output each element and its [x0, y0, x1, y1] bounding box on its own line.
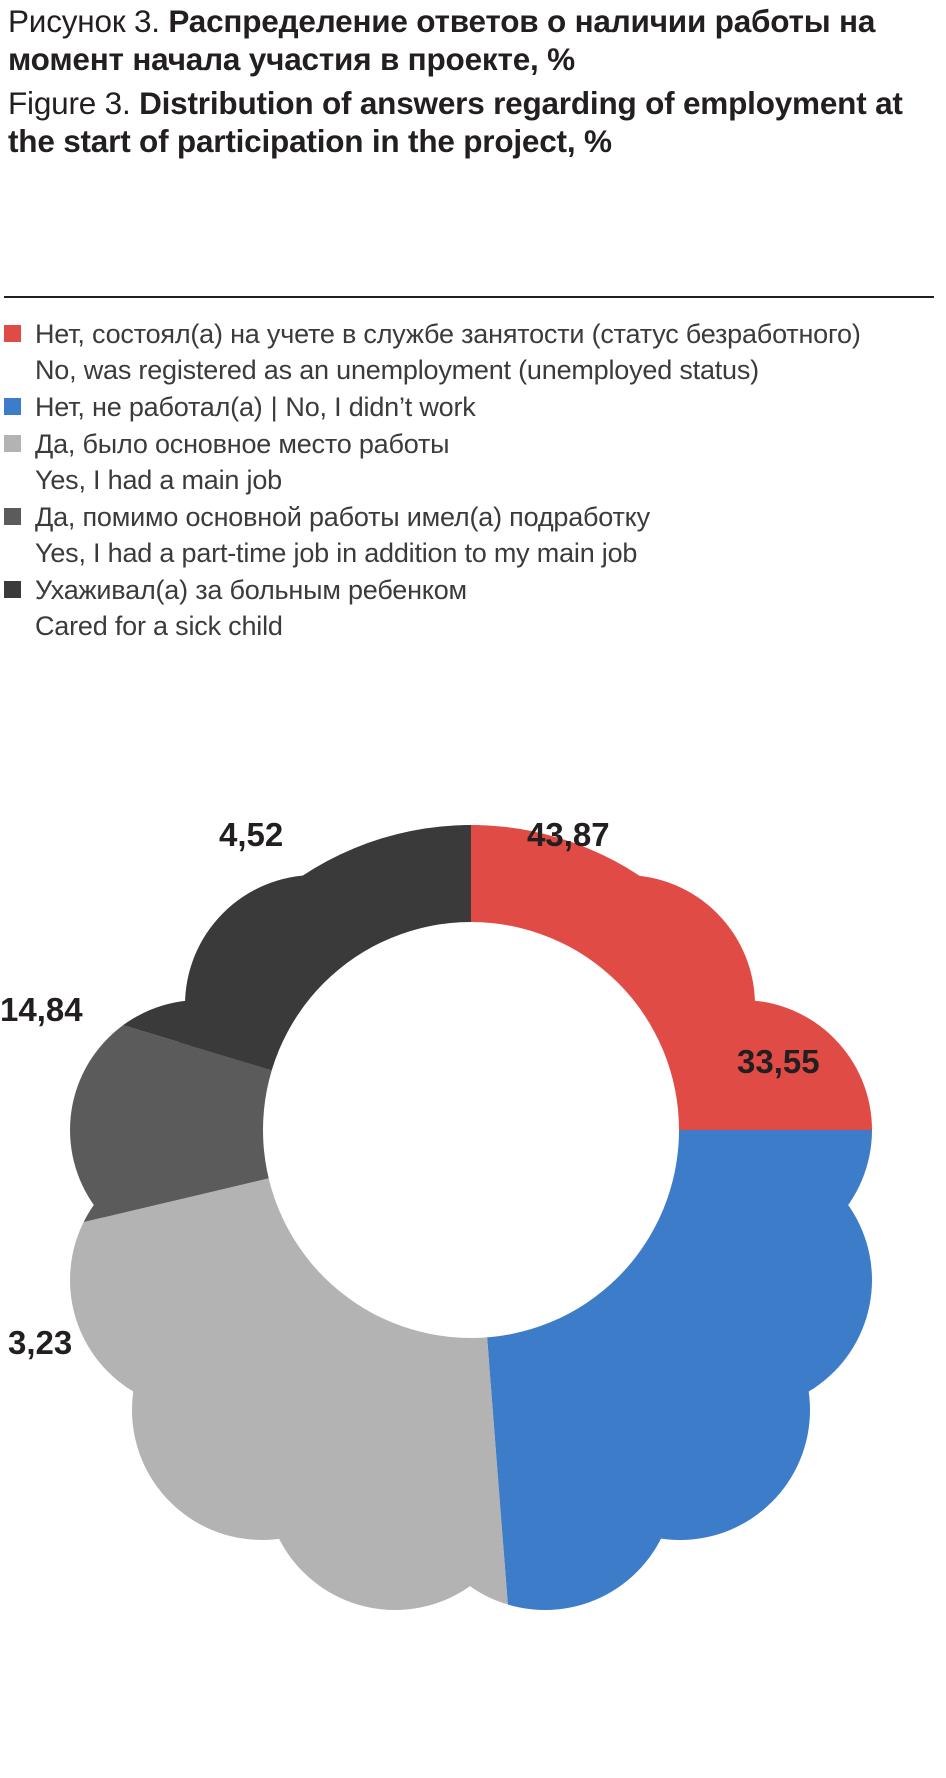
- legend-label-ru: Нет, не работал(а): [35, 392, 263, 422]
- value-label-part-time-job: 14,84: [0, 991, 83, 1028]
- legend-label-en: Yes, I had a part-time job in addition to my main job: [35, 538, 638, 568]
- donut-chart: [0, 800, 946, 1778]
- legend-swatch-icon: [4, 581, 21, 598]
- donut-hole: [263, 922, 679, 1338]
- legend-label-ru: Да, помимо основной работы имел(а) подработку: [35, 502, 650, 532]
- figure-title-en-text: Distribution of answers regarding of employment at the start of participation in the project, %: [8, 85, 903, 159]
- legend-label-en: No, I didn’t work: [285, 392, 476, 422]
- legend-label-ru: Ухаживал(а) за больным ребенком: [35, 575, 467, 605]
- legend-label-en: Cared for a sick child: [35, 611, 283, 641]
- legend-label-en: No, was registered as an unemployment (unemployed status): [35, 355, 759, 385]
- title-divider: [4, 296, 934, 298]
- figure-title-en: [8, 84, 938, 160]
- value-label-sick-child-care: 4,52: [219, 816, 284, 853]
- value-label-main-job: 3,23: [8, 1324, 73, 1361]
- figure-title-ru: [8, 2, 938, 78]
- legend-label: [35, 316, 861, 388]
- legend-swatch-icon: [4, 325, 21, 342]
- legend-swatch-icon: [4, 398, 21, 415]
- legend-label-ru: Нет, состоял(а) на учете в службе занятости (статус безработного): [35, 319, 861, 349]
- legend-item-main-job: [4, 426, 934, 498]
- legend-swatch-icon: [4, 508, 21, 525]
- chart-legend: [4, 316, 934, 645]
- value-label-did-not-work: 33,55: [737, 1043, 820, 1080]
- legend-label-en: Yes, I had a main job: [35, 465, 282, 495]
- value-label-unemployed-registered: 43,87: [527, 816, 610, 853]
- figure-title-ru-text: Распределение ответов о наличии работы на момент начала участия в проекте, %: [8, 3, 876, 77]
- figure-title-ru-prefix: Рисунок 3.: [8, 3, 160, 39]
- legend-separator: |: [270, 392, 278, 422]
- figure-title-block: [8, 2, 938, 160]
- figure-title-en-prefix: Figure 3.: [8, 85, 131, 121]
- donut-chart-svg: [0, 800, 946, 1778]
- legend-swatch-icon: [4, 435, 21, 452]
- legend-label-ru: Да, было основное место работы: [35, 429, 450, 459]
- legend-label: [35, 499, 650, 571]
- legend-item-unemployed-registered: [4, 316, 934, 388]
- legend-label: [35, 389, 476, 425]
- legend-item-part-time-job: [4, 499, 934, 571]
- legend-item-sick-child-care: [4, 572, 934, 644]
- legend-item-did-not-work: [4, 389, 934, 425]
- legend-label: [35, 572, 467, 644]
- legend-label: [35, 426, 449, 498]
